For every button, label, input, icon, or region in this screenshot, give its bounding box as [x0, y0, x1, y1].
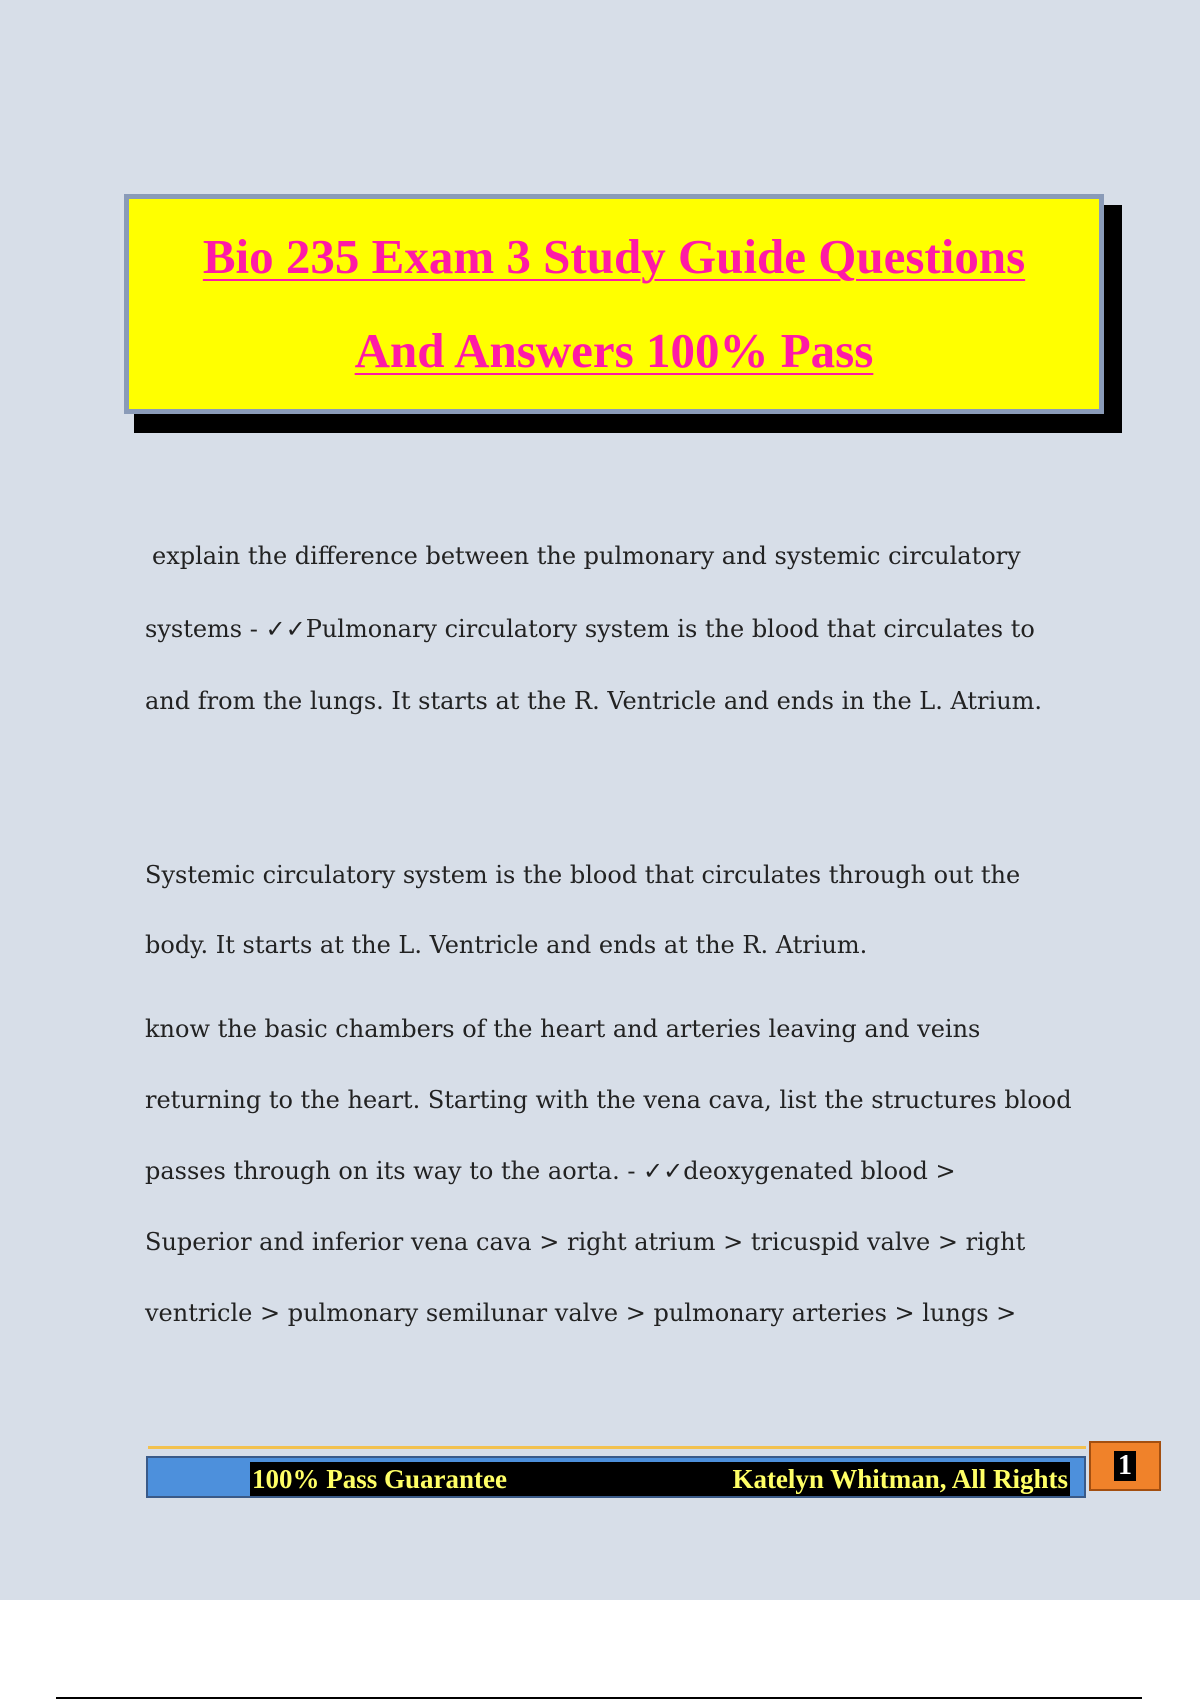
text-line: returning to the heart. Starting with the vena cava, list the structures blood [145, 1085, 1072, 1114]
footer-right-text: Katelyn Whitman, All Rights [732, 1463, 1068, 1494]
text-line: Superior and inferior vena cava > right atrium > tricuspid valve > right [145, 1227, 1026, 1256]
footer-text-strip [250, 1462, 1070, 1496]
text-line: systems - ✓✓Pulmonary circulatory system is the blood that circulates to [145, 614, 1035, 643]
text-line: explain the difference between the pulmonary and systemic circulatory [152, 542, 1021, 570]
paragraph-pulmonary-vs-systemic [145, 520, 1085, 738]
footer-left-text: 100% Pass Guarantee [252, 1463, 507, 1494]
page-number: 1 [1114, 1451, 1136, 1481]
text-line: passes through on its way to the aorta. - ✓✓deoxygenated blood > [145, 1156, 956, 1185]
text-line: and from the lungs. It starts at the R. Ventricle and ends in the L. Atrium. [145, 687, 1043, 715]
text-line: ventricle > pulmonary semilunar valve > pulmonary arteries > lungs > [145, 1298, 1017, 1327]
title-box [124, 194, 1104, 414]
paragraph-systemic [145, 840, 1085, 980]
text-line: body. It starts at the L. Ventricle and ends at the R. Atrium. [145, 930, 868, 959]
next-page-top-rule [56, 1697, 1142, 1699]
document-body [145, 520, 1085, 1349]
footer-divider [148, 1446, 1086, 1449]
title-line-2: And Answers 100% Pass [354, 323, 874, 378]
paragraph-heart-chambers [145, 994, 1085, 1349]
page-number-badge [1089, 1441, 1161, 1491]
title-line-1: Bio 235 Exam 3 Study Guide Questions [202, 229, 1026, 284]
text-line: Systemic circulatory system is the blood that circulates through out the [145, 860, 1021, 889]
text-line: know the basic chambers of the heart and arteries leaving and veins [145, 1014, 981, 1043]
